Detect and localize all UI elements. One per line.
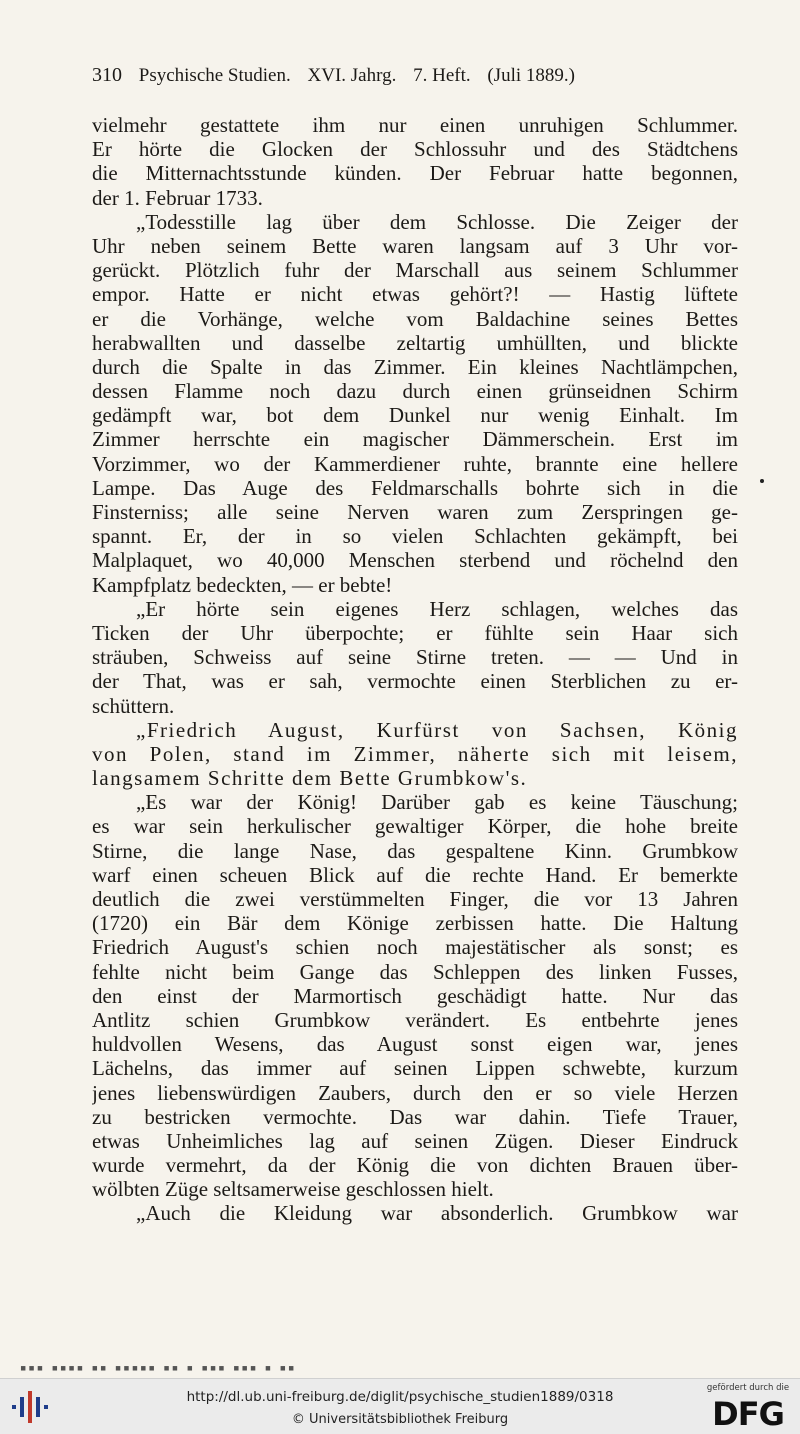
text-line: von Polen, stand im Zimmer, näherte sich mit leisem, xyxy=(92,741,738,766)
text-line: der That, was er sah, vermochte einen Sterblichen zu er- xyxy=(92,669,738,694)
text-line: gedämpft war, bot dem Dunkel nur wenig Einhalt. Im xyxy=(92,403,738,428)
text-line: fehlte nicht beim Gange das Schleppen des linken Fusses, xyxy=(92,959,738,984)
text-line: etwas Unheimliches lag auf seinen Zügen. Dieser Eindruck xyxy=(92,1128,738,1153)
library-footer xyxy=(0,1378,800,1434)
text-line: herabwallten und dasselbe zeltartig umhüllten, und blickte xyxy=(92,330,738,355)
running-header xyxy=(92,64,712,87)
text-line: empor. Hatte er nicht etwas gehört?! — Hastig lüftete xyxy=(92,282,738,307)
text-line: huldvollen Wesens, das August sonst eigen war, jenes xyxy=(92,1032,738,1057)
text-line: warf einen scheuen Blick auf die rechte Hand. Er bemerkte xyxy=(92,862,738,887)
cut-edge-glyphs: ▪▪▪ ▪▪▪▪ ▪▪ ▪▪▪▪▪ ▪▪ ▪ ▪▪▪ ▪▪▪ ▪ ▪▪ xyxy=(20,1364,297,1374)
text-line: Lampe. Das Auge des Feldmarschalls bohrte sich in die xyxy=(92,475,738,500)
text-line: die Mitternachtsstunde künden. Der Februar hatte begonnen, xyxy=(92,161,738,186)
text-line: Malplaquet, wo 40,000 Menschen sterbend und röchelnd den xyxy=(92,548,738,573)
next-page-cut-edge xyxy=(0,1364,800,1374)
text-line: es war sein herkulischer gewaltiger Körper, die hohe breite xyxy=(92,814,738,839)
ink-speck xyxy=(760,479,764,483)
text-line: Vorzimmer, wo der Kammerdiener ruhte, brannte eine hellere xyxy=(92,451,738,476)
permalink-url[interactable]: http://dl.ub.uni-freiburg.de/diglit/psychische_studien1889/0318 xyxy=(186,1389,614,1405)
text-line: der 1. Februar 1733. xyxy=(92,185,263,210)
body-text xyxy=(92,113,738,1226)
text-line: deutlich die zwei verstümmelten Finger, die vor 13 Jahren xyxy=(92,887,738,911)
text-line: schüttern. xyxy=(92,693,175,718)
text-line: „Es war der König! Darüber gab es keine Täuschung; xyxy=(136,790,738,815)
text-line: er die Vorhänge, welche vom Baldachine seines Bettes xyxy=(92,306,738,331)
text-line: dessen Flamme noch dazu durch einen grünseidnen Schirm xyxy=(92,379,738,404)
text-line: Lächelns, das immer auf seinen Lippen schwebte, kurzum xyxy=(92,1056,738,1081)
text-line: gerückt. Plötzlich fuhr der Marschall aus seinem Schlummer xyxy=(92,258,738,283)
text-line: „Todesstille lag über dem Schlosse. Die Zeiger der xyxy=(136,209,738,234)
text-line: Er hörte die Glocken der Schlossuhr und des Städtchens xyxy=(92,137,738,162)
text-line: wurde vermehrt, da der König die von dichten Brauen über- xyxy=(92,1153,738,1178)
issue-label: 7. Heft. xyxy=(413,65,471,86)
copyright-notice: © Universitätsbibliothek Freiburg xyxy=(291,1412,509,1427)
text-line: Ticken der Uhr überpochte; er fühlte sein Haar sich xyxy=(92,620,738,645)
text-line: Uhr neben seinem Bette waren langsam auf 3 Uhr vor- xyxy=(92,233,738,258)
text-line: langsamem Schritte dem Bette Grumbkow's. xyxy=(92,766,528,791)
text-line: den einst der Marmortisch geschädigt hatte. Nur das xyxy=(92,983,738,1008)
page-number: 310 xyxy=(92,64,122,86)
journal-title: Psychische Studien. xyxy=(138,65,291,86)
text-line: vielmehr gestattete ihm nur einen unruhigen Schlummer. xyxy=(92,113,738,137)
text-line: Friedrich August's schien noch majestätischer als sonst; es xyxy=(92,935,738,960)
text-line: (1720) ein Bär dem Könige zerbissen hatte. Die Haltung xyxy=(92,911,738,936)
text-line: Kampfplatz bedeckten, — er bebte! xyxy=(92,572,393,597)
text-line: spannt. Er, der in so vielen Schlachten gekämpft, bei xyxy=(92,524,738,549)
dfg-logo: DFG xyxy=(712,1395,784,1433)
sponsor-label: gefördert durch die xyxy=(706,1383,790,1393)
text-line: Antlitz schien Grumbkow verändert. Es entbehrte jenes xyxy=(92,1007,738,1032)
text-line: sträuben, Schweiss auf seine Stirne treten. — — Und in xyxy=(92,645,738,670)
text-line: wölbten Züge seltsamerweise geschlossen hielt. xyxy=(92,1177,494,1202)
text-line: „Auch die Kleidung war absonderlich. Grumbkow war xyxy=(136,1201,738,1226)
issue-date: (Juli 1889.) xyxy=(487,65,575,86)
library-logo-icon xyxy=(10,1389,50,1425)
text-line: „Er hörte sein eigenes Herz schlagen, welches das xyxy=(136,596,738,621)
text-line: jenes liebenswürdigen Zaubers, durch den er so viele Herzen xyxy=(92,1080,738,1105)
text-line: Finsterniss; alle seine Nerven waren zum Zerspringen ge- xyxy=(92,500,738,524)
volume-label: XVI. Jahrg. xyxy=(307,65,397,86)
text-line: zu bestricken vermochte. Das war dahin. Tiefe Trauer, xyxy=(92,1104,738,1129)
text-line: durch die Spalte in das Zimmer. Ein kleines Nachtlämpchen, xyxy=(92,354,738,379)
text-line: Zimmer herrschte ein magischer Dämmerschein. Erst im xyxy=(92,427,738,452)
dfg-sponsor xyxy=(700,1383,796,1433)
text-line: Stirne, die lange Nase, das gespaltene Kinn. Grumbkow xyxy=(92,838,738,863)
text-line: „Friedrich August, Kurfürst von Sachsen, König xyxy=(136,717,738,742)
